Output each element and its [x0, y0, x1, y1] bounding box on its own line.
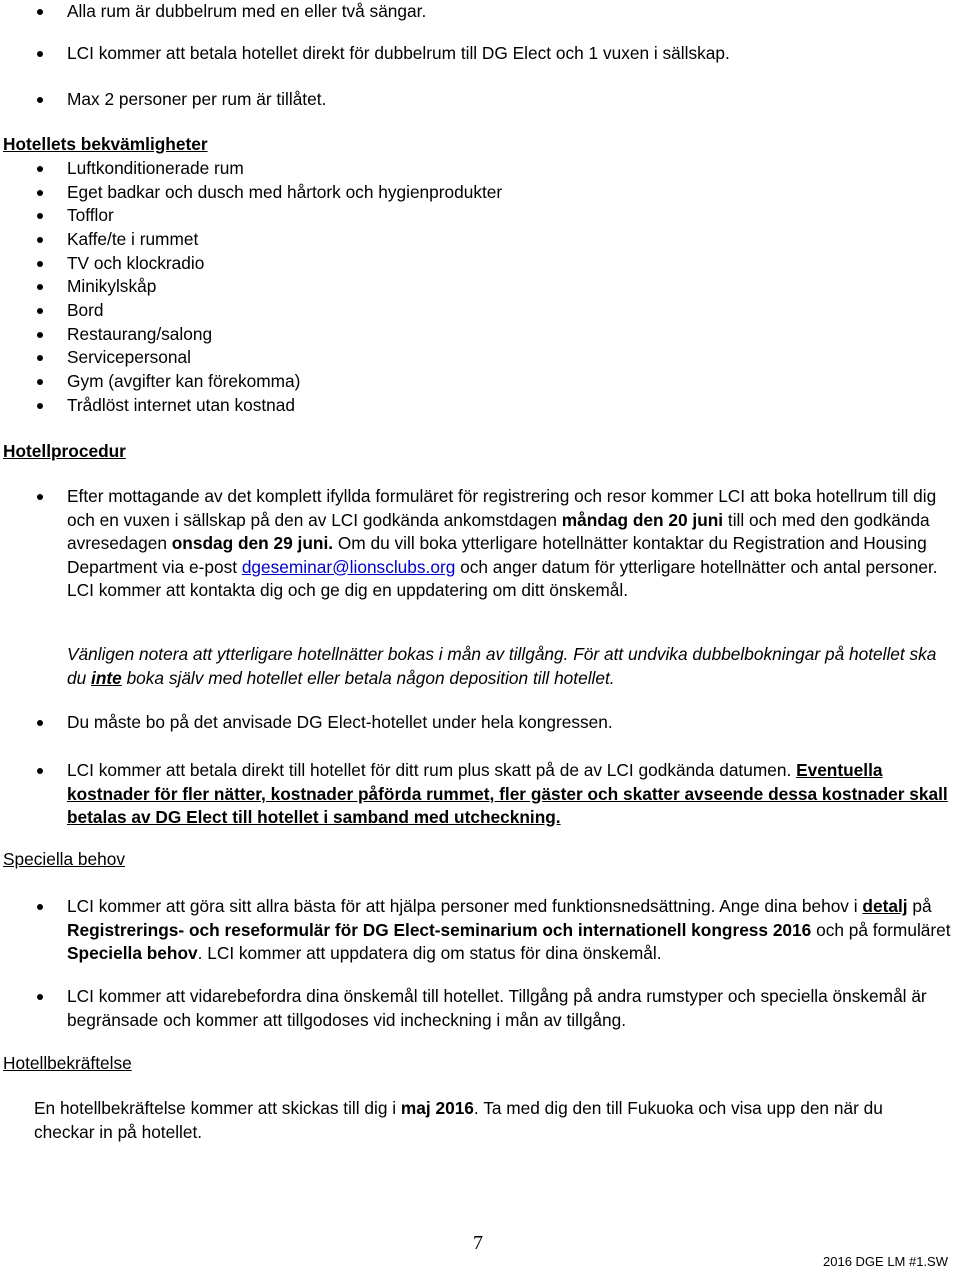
list-item: LCI kommer att betala hotellet direkt för dubbelrum till DG Elect och 1 vuxen i sällskap.: [67, 43, 730, 63]
list-item: Tofflor: [67, 205, 114, 225]
paragraph-special-needs: LCI kommer att göra sitt allra bästa för att hjälpa personer med funktionsnedsättning. Ange dina behov i detalj på Registrerings- och reseformulär för DG Elect-seminarium och internationell kongress 2016 och på formuläret Speciella behov. LCI kommer att uppdatera dig om status för dina önskemål.: [67, 896, 951, 963]
section-heading-procedure: Hotellprocedur: [3, 441, 126, 461]
list-item: Bord: [67, 300, 104, 320]
bullet-dot: [37, 403, 43, 409]
bullet-dot: [37, 9, 43, 15]
bullet-dot: [37, 166, 43, 172]
paragraph-hotel-stay: Du måste bo på det anvisade DG Elect-hotellet under hela kongressen.: [67, 712, 613, 732]
list-item: Servicepersonal: [67, 347, 191, 367]
bullet-dot: [37, 904, 43, 910]
bullet-dot: [37, 494, 43, 500]
list-item: Gym (avgifter kan förekomma): [67, 371, 301, 391]
bullet-dot: [37, 768, 43, 774]
list-item: Trådlöst internet utan kostnad: [67, 395, 295, 415]
document-code: 2016 DGE LM #1.SW: [823, 1254, 948, 1269]
paragraph-payment: LCI kommer att betala direkt till hotellet för ditt rum plus skatt på de av LCI godkända datumen. Eventuella kostnader för fler nätter, kostnader påförda rummet, fler gäster och skatter avseende dessa kostnader skall betalas av DG Elect till hotellet i samband med utcheckning.: [67, 760, 948, 827]
list-item: Minikylskåp: [67, 276, 157, 296]
list-item: Alla rum är dubbelrum med en eller två sängar.: [67, 1, 427, 21]
bullet-dot: [37, 51, 43, 57]
bullet-dot: [37, 213, 43, 219]
bullet-dot: [37, 720, 43, 726]
section-heading-confirmation: Hotellbekräftelse: [3, 1053, 132, 1073]
list-item: Kaffe/te i rummet: [67, 229, 199, 249]
list-item: Max 2 personer per rum är tillåtet.: [67, 89, 327, 109]
bullet-dot: [37, 994, 43, 1000]
bullet-dot: [37, 237, 43, 243]
list-item: Eget badkar och dusch med hårtork och hygienprodukter: [67, 182, 503, 202]
section-heading-amenities: Hotellets bekvämligheter: [3, 134, 208, 154]
note-paragraph: Vänligen notera att ytterligare hotellnätter bokas i mån av tillgång. För att undvika dubbelbokningar på hotellet ska du inte boka själv med hotellet eller betala någon deposition till hotellet.: [67, 644, 937, 688]
page-number: 7: [473, 1232, 483, 1254]
bullet-dot: [37, 97, 43, 103]
bullet-dot: [37, 332, 43, 338]
bullet-dot: [37, 190, 43, 196]
bullet-dot: [37, 308, 43, 314]
paragraph-confirmation: En hotellbekräftelse kommer att skickas till dig i maj 2016. Ta med dig den till Fukuoka och visa upp den när du checkar in på hotellet.: [34, 1098, 883, 1142]
section-heading-special: Speciella behov: [3, 849, 126, 869]
paragraph-special-forward: LCI kommer att vidarebefordra dina önskemål till hotellet. Tillgång på andra rumstyper och speciella önskemål är begränsade och kommer att tillgodoses vid incheckning i mån av tillgång.: [67, 986, 927, 1030]
bullet-dot: [37, 284, 43, 290]
bullet-dot: [37, 379, 43, 385]
list-item: Luftkonditionerade rum: [67, 158, 244, 178]
list-item: TV och klockradio: [67, 253, 205, 273]
email-link[interactable]: dgeseminar@lionsclubs.org: [241, 556, 456, 577]
paragraph-procedure: Efter mottagande av det komplett ifyllda formuläret för registrering och resor kommer LCI att boka hotellrum till dig och en vuxen i sällskap på den av LCI godkända ankomstdagen måndag den 20 juni till och med den godkända avresedagen onsdag den 29 juni. Om du vill boka ytterligare hotellnätter kontaktar du Registration and Housing Department via e-post dgeseminar@lionsclubs.org och anger datum för ytterligare hotellnätter och antal personer. LCI kommer att kontakta dig och ge dig en uppdatering om ditt önskemål.: [67, 486, 938, 600]
list-item: Restaurang/salong: [67, 324, 213, 344]
bullet-dot: [37, 261, 43, 267]
bullet-dot: [37, 355, 43, 361]
